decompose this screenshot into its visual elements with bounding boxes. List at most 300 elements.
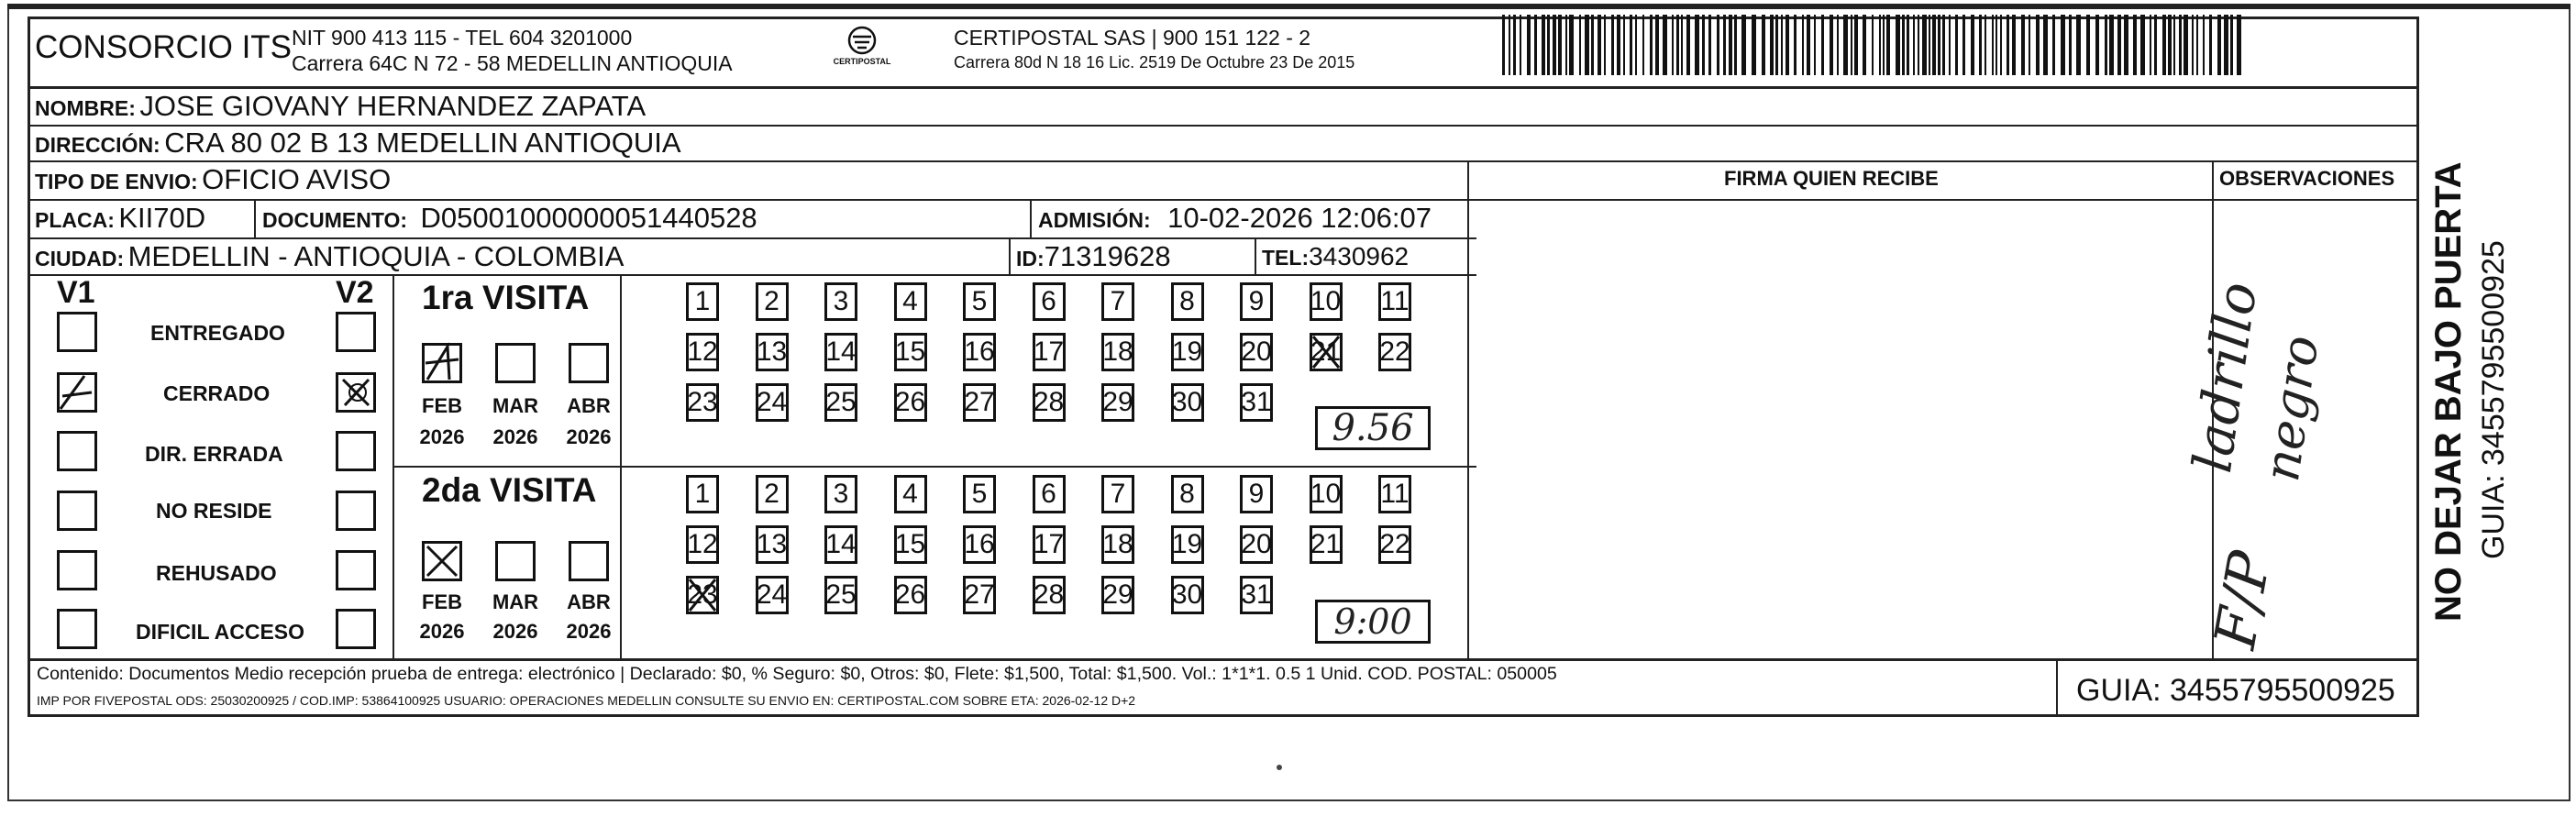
visit1-day-10[interactable] [1310,282,1343,321]
visit2-day-28[interactable] [1033,576,1066,614]
barcode-bar [1775,15,1778,75]
barcode-bar [2052,15,2055,75]
visit2-day-4[interactable] [894,475,927,513]
barcode-bar [1672,15,1674,75]
barcode-bar [1676,15,1679,75]
visit2-year-feb: 2026 [419,620,465,643]
day-number: 23 [687,387,718,417]
visit1-day-31[interactable] [1240,383,1273,422]
status-no-reside: NO RESIDE [156,499,272,523]
type-row [35,163,391,196]
visit2-day-11[interactable] [1378,475,1411,513]
document-label: DOCUMENTO: [262,208,408,232]
barcode-bar [1655,15,1659,75]
visit2-day-10[interactable] [1310,475,1343,513]
v1-dir-errada-checkbox[interactable] [57,431,97,471]
day-number: 14 [825,529,857,559]
visit2-day-17[interactable] [1033,525,1066,564]
visit2-mar-checkbox[interactable] [495,541,536,581]
day-number: 21 [1310,529,1342,559]
barcode-bar [1623,15,1625,75]
barcode-bar [2237,15,2241,75]
barcode-bar [1598,15,1601,75]
barcode-bar [1985,15,1986,75]
day-number: 17 [1033,529,1065,559]
day-number: 7 [1110,286,1126,316]
day-number: 26 [894,387,926,417]
shipment-type: OFICIO AVISO [202,163,392,195]
city-value: MEDELLIN - ANTIOQUIA - COLOMBIA [127,240,625,272]
day-number: 6 [1041,286,1056,316]
barcode-bar [2036,15,2040,75]
id-value: 71319628 [1044,240,1171,272]
tel-value: 3430962 [1309,242,1410,270]
day-number: 21 [1310,336,1342,367]
day-number: 10 [1310,286,1342,316]
visit1-day-16[interactable] [963,333,996,371]
visit1-day-20[interactable] [1240,333,1273,371]
v1-rehusado-checkbox[interactable] [57,550,97,590]
barcode-bar [1902,15,1905,75]
day-number: 1 [694,479,711,509]
visit1-day-26[interactable] [894,383,927,422]
barcode-bar [1883,15,1885,75]
visit1-month-mar: MAR [492,394,539,417]
barcode-bar [1611,15,1614,75]
barcode-bar [1553,15,1556,75]
visit2-day-15[interactable] [894,525,927,564]
day-number: 30 [1171,387,1203,417]
visit2-day-23[interactable] [686,576,719,614]
day-number: 5 [971,479,988,509]
barcode-bar [2029,15,2030,75]
status-rehusado: REHUSADO [156,561,277,585]
visit2-month-mar: MAR [492,590,539,613]
visit1-day-2[interactable] [756,282,789,321]
visit1-day-19[interactable] [1171,333,1204,371]
visit1-day-8[interactable] [1171,282,1204,321]
v2-dificil-acceso-checkbox[interactable] [336,609,376,649]
visit2-day-19[interactable] [1171,525,1204,564]
day-number: 29 [1102,387,1133,417]
barcode-bar [1686,15,1690,75]
admission-field [1038,202,1432,235]
v1-entregado-checkbox[interactable] [57,312,97,352]
v2-rehusado-checkbox[interactable] [336,550,376,590]
day-number: 3 [833,479,849,509]
day-number: 20 [1241,336,1272,367]
visit1-day-4[interactable] [894,282,927,321]
plate-field [35,202,205,235]
day-number: 13 [756,336,788,367]
carrier-logo [833,24,891,79]
plate-value: KII70D [118,202,206,234]
visit1-day-6[interactable] [1033,282,1066,321]
barcode-bar [1992,15,1994,75]
barcode-bar [2140,15,2145,75]
visit1-day-15[interactable] [894,333,927,371]
day-number: 29 [1102,579,1133,610]
visit2-day-21[interactable] [1310,525,1343,564]
day-number: 12 [687,529,718,559]
barcode-bar [1949,15,1951,75]
visit2-month-feb: FEB [422,590,462,613]
barcode-bar [1509,15,1510,75]
recipient-address: CRA 80 02 B 13 MEDELLIN ANTIOQUIA [164,127,681,159]
barcode-bar [2154,15,2157,75]
barcode-bar [1918,15,1919,75]
day-number: 25 [825,387,857,417]
v1-cerrado-checkbox[interactable] [57,372,97,413]
visit1-day-12[interactable] [686,333,719,371]
hand-mark-icon [422,343,462,383]
v1-dificil-acceso-checkbox[interactable] [57,609,97,649]
visit1-day-9[interactable] [1240,282,1273,321]
day-number: 25 [825,579,857,610]
visit2-day-30[interactable] [1171,576,1204,614]
barcode-bar [1630,15,1632,75]
visit1-day-23[interactable] [686,383,719,422]
visit1-title: 1ra VISITA [422,279,590,316]
carrier-license: Carrera 80d N 18 16 Lic. 2519 De Octubre 23 De 2015 [954,53,1355,72]
tel-label: TEL: [1262,246,1310,270]
visit2-day-31[interactable] [1240,576,1273,614]
v2-header: V2 [336,275,374,310]
visit2-day-14[interactable] [824,525,857,564]
visit1-day-17[interactable] [1033,333,1066,371]
barcode-bar [1807,15,1810,75]
id-label: ID: [1016,247,1045,270]
day-number: 28 [1033,387,1065,417]
day-number: 11 [1380,479,1410,509]
visit2-day-5[interactable] [963,475,996,513]
day-number: 12 [687,336,718,367]
day-number: 27 [964,387,995,417]
visit2-day-7[interactable] [1101,475,1134,513]
barcode-bar [2086,15,2090,75]
day-number: 24 [756,387,788,417]
barcode-bar [2109,15,2114,75]
barcode-bar [1681,15,1683,75]
day-number: 14 [825,336,857,367]
company-name: CONSORCIO ITS [35,29,293,65]
visit1-day-29[interactable] [1101,383,1134,422]
barcode-bar [2224,15,2228,75]
barcode-bar [2203,15,2205,75]
status-entregado: ENTREGADO [150,321,285,345]
barcode-bar [2069,15,2072,75]
barcode-bar [1938,15,1940,75]
visit1-time: 9.56 [1332,407,1414,449]
barcode-bar [1781,15,1783,75]
barcode-bar [2150,15,2151,75]
visit1-day-18[interactable] [1101,333,1134,371]
carrier-info: CERTIPOSTAL SAS | 900 151 122 - 2 [954,26,1311,50]
side-guia: GUIA: 3455795500925 [2476,240,2511,559]
v2-no-reside-checkbox[interactable] [336,491,376,531]
barcode-bar [2133,15,2137,75]
v2-cerrado-checkbox[interactable] [336,372,376,413]
day-number: 31 [1241,387,1272,417]
day-number: 17 [1033,336,1065,367]
admission-label: ADMISIÓN: [1038,208,1151,232]
barcode-bar [2162,15,2166,75]
visit1-day-22[interactable] [1378,333,1411,371]
status-dificil-acceso: DIFICIL ACCESO [136,620,305,644]
visit1-day-24[interactable] [756,383,789,422]
day-number: 1 [694,286,711,316]
visit1-day-30[interactable] [1171,383,1204,422]
barcode-bar [1752,15,1756,75]
cross-mark-icon [1310,333,1343,371]
day-number: 16 [964,529,995,559]
logo-caption: CERTIPOSTAL [833,57,891,66]
visit2-abr-checkbox[interactable] [569,541,609,581]
barcode-bar [1996,15,1997,75]
rule-footer [28,658,2419,661]
logo-emblem-icon [833,24,891,79]
barcode-bar [1527,15,1531,75]
barcode-bar [2192,15,2194,75]
address-label: DIRECCIÓN: [35,133,160,157]
day-number: 18 [1102,336,1133,367]
barcode-bar [1863,15,1866,75]
visit1-month-abr: ABR [567,394,611,417]
visit2-day-12[interactable] [686,525,719,564]
barcode-bar [1542,15,1545,75]
barcode-bar [1565,15,1567,75]
barcode-bar [1585,15,1589,75]
barcode-bar [1794,15,1797,75]
visit2-day-22[interactable] [1378,525,1411,564]
visit1-day-5[interactable] [963,282,996,321]
visit2-day-18[interactable] [1101,525,1134,564]
footer-contents: Contenido: Documentos Medio recepción prueba de entrega: electrónico | Declarado: $0, % Seguro: $0, Otros: $0, Flete: $1,500, Total: $1,500. Vol.: 1*1*1. 0.5 1 Unid. COD. POSTAL: 050005 [37,664,1557,684]
day-number: 11 [1380,286,1410,316]
day-number: 24 [756,579,788,610]
visit2-day-6[interactable] [1033,475,1066,513]
barcode-bar [1913,15,1915,75]
day-number: 30 [1171,579,1203,610]
visit1-day-13[interactable] [756,333,789,371]
barcode-bar [1942,15,1945,75]
barcode-bar [1502,15,1505,75]
document-value: D05001000000051440528 [420,202,757,234]
barcode-bar [1734,15,1737,75]
barcode-bar [2168,15,2172,75]
observation-handwriting-2: negro [2252,331,2330,485]
barcode-bar [1814,15,1816,75]
day-number: 7 [1110,479,1126,509]
visit2-day-3[interactable] [824,475,857,513]
visit1-day-28[interactable] [1033,383,1066,422]
barcode-bar [1729,15,1732,75]
footer-guia: GUIA: 3455795500925 [2076,673,2395,708]
day-number: 22 [1379,529,1410,559]
barcode-bar [1663,15,1667,75]
day-number: 8 [1179,286,1195,316]
scan-speck [1277,765,1282,770]
barcode-bar [1971,15,1974,75]
visit2-year-mar: 2026 [492,620,538,643]
cross-mark-icon [422,541,462,581]
barcode-bar [2230,15,2233,75]
visit1-day-3[interactable] [824,282,857,321]
visit1-day-1[interactable] [686,282,719,321]
admission-value: 10-02-2026 12:06:07 [1167,202,1432,234]
barcode-bar [2000,15,2002,75]
day-number: 26 [894,579,926,610]
barcode-graphic [1502,15,2247,75]
barcode-bar [2095,15,2099,75]
v2-dir-errada-checkbox[interactable] [336,431,376,471]
observation-handwriting-1: ladrillo [2181,278,2270,477]
plate-label: PLACA: [35,208,115,232]
rule-header [28,86,2419,89]
city-field [35,240,624,273]
signature-header: FIRMA QUIEN RECIBE [1724,167,1939,190]
visit1-day-25[interactable] [824,383,857,422]
day-number: 23 [687,579,718,610]
visit1-day-27[interactable] [963,383,996,422]
visit1-month-feb: FEB [422,394,462,417]
visit2-day-26[interactable] [894,576,927,614]
visit2-day-9[interactable] [1240,475,1273,513]
barcode-bar [2173,15,2175,75]
barcode-bar [1723,15,1726,75]
type-label: TIPO DE ENVIO: [35,170,198,193]
id-field [1016,240,1171,273]
barcode-bar [1534,15,1537,75]
document-field [262,202,757,235]
visit1-day-11[interactable] [1378,282,1411,321]
barcode-bar [1547,15,1550,75]
address-row [35,127,681,160]
visit2-day-2[interactable] [756,475,789,513]
barcode-bar [1907,15,1909,75]
barcode-bar [2179,15,2182,75]
barcode-bar [1569,15,1574,75]
cross-mark-icon [686,576,719,614]
day-number: 15 [894,529,926,559]
day-number: 22 [1379,336,1410,367]
day-number: 10 [1310,479,1342,509]
barcode-bar [2012,15,2016,75]
day-number: 2 [764,479,779,509]
barcode-bar [1837,15,1839,75]
visit2-time-box[interactable] [1315,600,1431,644]
city-label: CIUDAD: [35,247,125,270]
visit2-day-25[interactable] [824,576,857,614]
barcode-bar [1896,15,1900,75]
visit1-day-21[interactable] [1310,333,1343,371]
recipient-name: JOSE GIOVANY HERNANDEZ ZAPATA [139,90,647,122]
company-address: Carrera 64C N 72 - 58 MEDELLIN ANTIOQUIA [292,51,733,75]
day-number: 16 [964,336,995,367]
v2-entregado-checkbox[interactable] [336,312,376,352]
observations-header: OBSERVACIONES [2219,167,2395,190]
barcode-bar [2124,15,2128,75]
day-number: 6 [1041,479,1056,509]
barcode-bar [1872,15,1874,75]
visit1-year-mar: 2026 [492,425,538,448]
visit2-day-16[interactable] [963,525,996,564]
visit1-time-box[interactable] [1315,406,1431,450]
barcode-bar [1879,15,1881,75]
day-number: 4 [902,286,918,316]
day-number: 13 [756,529,788,559]
barcode-bar [1513,15,1516,75]
day-number: 9 [1248,479,1265,509]
v1-header: V1 [57,275,95,310]
top-edge [7,4,2570,9]
barcode-bar [1741,15,1746,75]
visit2-day-20[interactable] [1240,525,1273,564]
barcode [1502,15,2247,75]
side-warning: NO DEJAR BAJO PUERTA [2428,161,2469,622]
barcode-bar [1717,15,1719,75]
footer-print-info: IMP POR FIVEPOSTAL ODS: 25030200925 / COD.IMP: 53864100925 USUARIO: OPERACIONES MEDELLIN CONSULTE SU ENVIO EN: CERTIPOSTAL.COM SOBRE ETA: 2026-02-12 D+2 [37,693,1136,708]
visit2-day-27[interactable] [963,576,996,614]
day-number: 27 [964,579,995,610]
day-number: 8 [1179,479,1195,509]
barcode-bar [1635,15,1637,75]
barcode-bar [2076,15,2081,75]
barcode-bar [2061,15,2065,75]
visit2-day-1[interactable] [686,475,719,513]
barcode-bar [1591,15,1594,75]
visit1-day-14[interactable] [824,333,857,371]
visit1-mar-checkbox[interactable] [495,343,536,383]
barcode-bar [1851,15,1852,75]
barcode-bar [2117,15,2121,75]
day-number: 3 [833,286,849,316]
barcode-bar [1650,15,1653,75]
day-number: 5 [971,286,988,316]
visit2-day-24[interactable] [756,576,789,614]
barcode-bar [1802,15,1804,75]
day-number: 15 [894,336,926,367]
visit2-feb-checkbox[interactable] [422,541,462,581]
visit1-day-7[interactable] [1101,282,1134,321]
barcode-bar [1962,15,1965,75]
barcode-bar [2007,15,2009,75]
checkmark-slash-icon [57,372,97,413]
day-number: 31 [1241,579,1272,610]
visit2-day-13[interactable] [756,525,789,564]
v1-no-reside-checkbox[interactable] [57,491,97,531]
barcode-bar [1695,15,1699,75]
visit2-year-abr: 2026 [566,620,612,643]
barcode-bar [1830,15,1833,75]
visit1-feb-checkbox[interactable] [422,343,462,383]
tel-field [1262,242,1409,271]
barcode-bar [1762,15,1765,75]
barcode-bar [1558,15,1562,75]
barcode-bar [1821,15,1824,75]
barcode-bar [1708,15,1711,75]
visit2-day-29[interactable] [1101,576,1134,614]
barcode-bar [1932,15,1936,75]
barcode-bar [1843,15,1848,75]
barcode-bar [2209,15,2212,75]
name-row [35,90,646,123]
day-number: 20 [1241,529,1272,559]
barcode-bar [1929,15,1930,75]
visit1-abr-checkbox[interactable] [569,343,609,383]
visit2-day-8[interactable] [1171,475,1204,513]
barcode-bar [2184,15,2188,75]
